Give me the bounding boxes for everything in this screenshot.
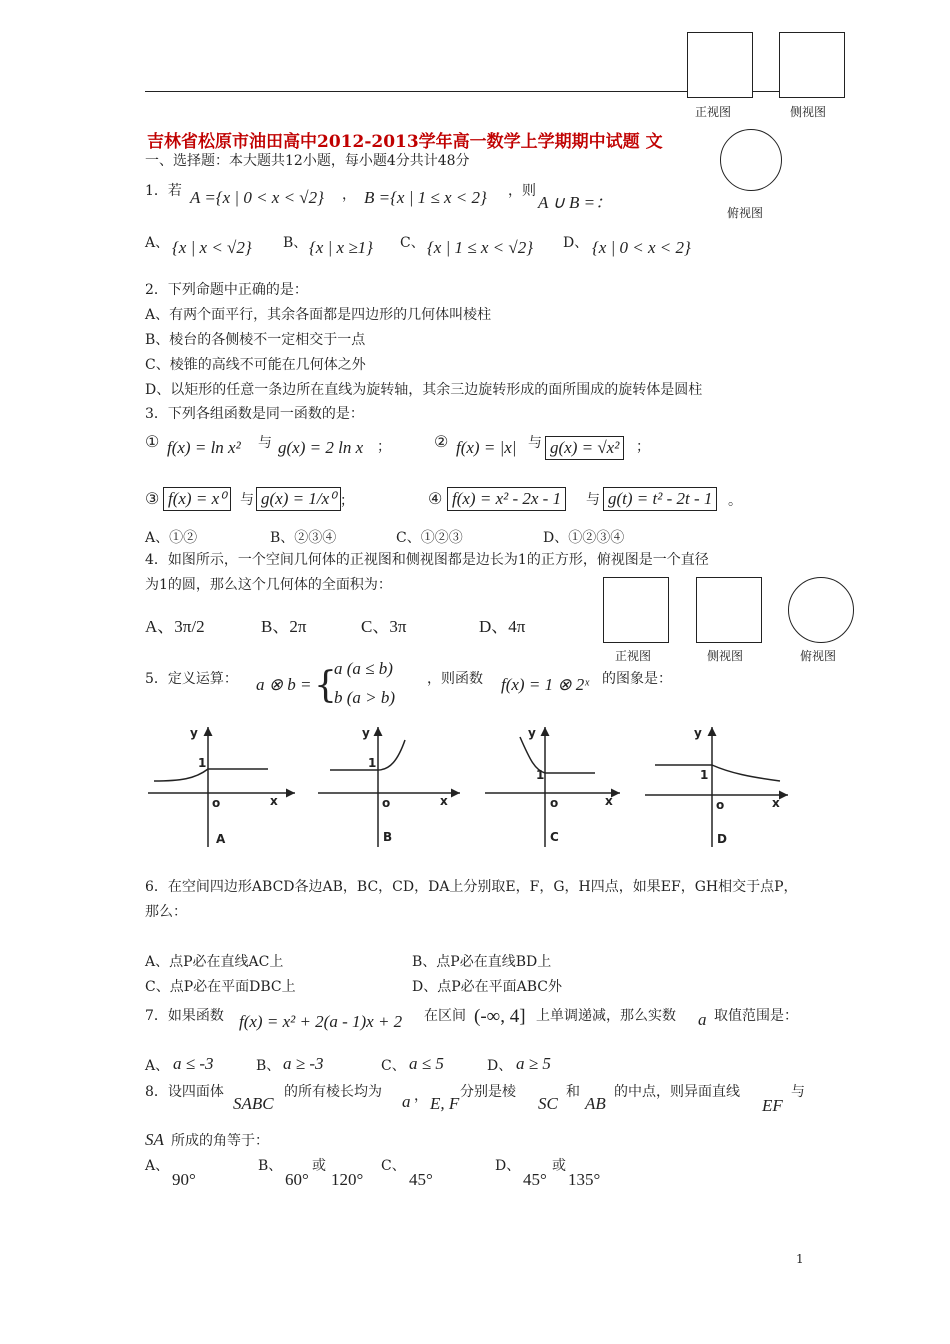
q3-pair3-with: 与 <box>240 492 254 508</box>
q1-stem-label: 1．若 <box>145 183 182 199</box>
q4-option-a: A、3π/2 <box>145 617 205 636</box>
q8-option-b-label: B、 <box>258 1158 283 1174</box>
q3-pair2-g: g(x) = √x² <box>545 436 624 460</box>
graph-b-one: 1 <box>368 756 377 770</box>
q3-pair2-with: 与 <box>528 435 542 451</box>
q7-option-a: a ≤ -3 <box>173 1054 214 1073</box>
q4-option-c: C、3π <box>361 617 407 636</box>
q1-option-b: {x | x ≥1} <box>309 238 373 257</box>
q7-var: a <box>698 1010 707 1029</box>
q8-sa: SA <box>145 1130 164 1149</box>
q1-option-b-label: B、 <box>283 235 308 251</box>
q7-option-d-label: D、 <box>487 1058 513 1074</box>
q3-option-c: C、①②③ <box>396 530 463 546</box>
section-heading: 一、选择题：本大题共12小题，每小题4分共计48分 <box>145 153 470 169</box>
q8-sabc: SABC <box>233 1094 274 1113</box>
q3-option-d: D、①②③④ <box>543 530 625 546</box>
q3-pair1-f: f(x) = ln x² <box>167 438 241 457</box>
q7-mid: 在区间 <box>424 1008 466 1024</box>
q5-def: a ⊗ b = <box>256 675 312 694</box>
graph-d-label: D <box>717 832 727 846</box>
graph-a-y: y <box>190 726 198 740</box>
graph-c-label: C <box>550 830 559 844</box>
q3-option-b: B、②③④ <box>270 530 337 546</box>
q4-side-view-caption: 侧视图 <box>707 649 744 663</box>
q5-graphs <box>140 715 800 855</box>
q3-pair3-end: ； <box>340 493 354 509</box>
q3-pair1-end: ； <box>377 439 391 455</box>
q6-option-b: B、点P必在直线BD上 <box>412 954 552 970</box>
q7-interval: (-∞, 4] <box>474 1006 526 1027</box>
q3-pair4-g: g(t) = t² - 2t - 1 <box>603 487 717 511</box>
q5-brace: { <box>314 665 337 706</box>
q8-sc: SC <box>538 1094 558 1113</box>
side-view-square <box>779 32 845 98</box>
q5-end: 的图象是： <box>602 671 672 687</box>
q3-pair1-with: 与 <box>258 435 272 451</box>
q3-stem: 3．下列各组函数是同一函数的是： <box>145 406 364 422</box>
q4-top-view-caption: 俯视图 <box>800 649 837 663</box>
q3-pair2-num: ② <box>434 432 449 451</box>
q1-option-a: {x | x < √2} <box>172 238 252 257</box>
graph-b-y: y <box>362 726 370 740</box>
q1-sep: ， <box>342 187 356 203</box>
graph-a <box>148 727 295 847</box>
q5-case1: a (a ≤ b) <box>334 659 393 678</box>
page-number: 1 <box>796 1252 804 1266</box>
q1-option-d: {x | 0 < x < 2} <box>592 238 691 257</box>
q4-option-d: D、4π <box>479 617 526 636</box>
graph-c-x: x <box>605 794 613 808</box>
q3-pair1-g: g(x) = 2 ln x <box>278 438 364 457</box>
q3-pair3-num: ③ <box>145 489 160 508</box>
q4-line1: 4．如图所示，一个空间几何体的正视图和侧视图都是边长为1的正方形，俯视图是一个直径 <box>145 552 709 568</box>
q3-pair4-num: ④ <box>428 489 443 508</box>
q3-pair1-num: ① <box>145 432 160 451</box>
q8-option-d-label: D、 <box>495 1158 521 1174</box>
q1-option-d-label: D、 <box>563 235 589 251</box>
graph-b-label: B <box>383 830 393 844</box>
graph-a-label: A <box>216 832 226 846</box>
graph-d-x: x <box>772 796 780 810</box>
graph-a-x: x <box>270 794 278 808</box>
q3-pair4-end: 。 <box>728 493 742 509</box>
q3-pair3-f: f(x) = x⁰ <box>163 487 231 511</box>
q5-case2: b (a > b) <box>334 688 396 707</box>
q3-pair4-f: f(x) = x² - 2x - 1 <box>447 487 566 511</box>
q1-set-a: A ={x | 0 < x < √2} <box>190 188 324 207</box>
q8-mid3: 的中点，则异面直线 <box>614 1084 740 1100</box>
q7-option-c: a ≤ 5 <box>409 1054 444 1073</box>
q2-option-d: D、以矩形的任意一条边所在直线为旋转轴，其余三边旋转形成的面所围成的旋转体是圆柱 <box>145 382 703 398</box>
top-view-caption: 俯视图 <box>727 206 764 220</box>
q8-pre: 8．设四面体 <box>145 1084 224 1100</box>
q7-option-a-label: A、 <box>145 1058 170 1074</box>
graph-b <box>318 727 460 847</box>
q1-set-b: B ={x | 1 ≤ x < 2} <box>364 188 487 207</box>
q4-top-view-circle <box>788 577 854 643</box>
graph-d-one: 1 <box>700 768 709 782</box>
side-view-caption: 侧视图 <box>790 105 827 119</box>
q3-option-a: A、①② <box>145 530 198 546</box>
q4-front-view-caption: 正视图 <box>615 649 652 663</box>
q6-line1: 6．在空间四边形ABCD各边AB，BC，CD，DA上分别取E，F，G，H四点，如果EF，GH相交于点P， <box>145 879 798 895</box>
q7-option-b: a ≥ -3 <box>283 1054 324 1073</box>
graph-a-one: 1 <box>198 756 207 770</box>
q1-question: A ∪ B =： <box>538 193 613 212</box>
graph-d-o: o <box>716 798 725 812</box>
q6-option-c: C、点P必在平面DBC上 <box>145 979 296 995</box>
front-view-caption: 正视图 <box>695 105 732 119</box>
graph-d-y: y <box>694 726 702 740</box>
q5-stem: 5．定义运算： <box>145 671 238 687</box>
q2-option-b: B、棱台的各侧棱不一定相交于一点 <box>145 332 366 348</box>
q8-option-a-label: A、 <box>145 1158 170 1174</box>
q8-mid1: 的所有棱长均为 <box>284 1084 382 1100</box>
front-view-square <box>687 32 753 98</box>
q8-comma: ， <box>414 1088 428 1104</box>
q1-option-c-label: C、 <box>400 235 425 251</box>
q4-front-view-square <box>603 577 669 643</box>
q8-option-c: 45° <box>409 1170 433 1189</box>
top-view-circle <box>720 129 782 191</box>
q8-ef: E, F <box>430 1094 460 1113</box>
q3-pair2-f: f(x) = |x| <box>456 438 517 457</box>
q2-stem: 2．下列命题中正确的是： <box>145 282 308 298</box>
q1-then: ，则 <box>508 183 536 199</box>
q2-option-c: C、棱锥的高线不可能在几何体之外 <box>145 357 366 373</box>
q8-option-d: 45° <box>523 1170 547 1189</box>
q8-option-b: 60° <box>285 1170 309 1189</box>
graph-b-x: x <box>440 794 448 808</box>
q7-option-b-label: B、 <box>256 1058 281 1074</box>
q6-option-d: D、点P必在平面ABC外 <box>412 979 563 995</box>
q7-func: f(x) = x² + 2(a - 1)x + 2 <box>239 1012 403 1031</box>
q8-option-d-or: 或 <box>552 1158 566 1174</box>
q8-ab: AB <box>585 1094 606 1113</box>
q6-option-a: A、点P必在直线AC上 <box>145 954 284 970</box>
graph-d <box>645 727 788 847</box>
q8-option-b-or: 或 <box>312 1158 326 1174</box>
q4-side-view-square <box>696 577 762 643</box>
q2-option-a: A、有两个面平行，其余各面都是四边形的几何体叫棱柱 <box>145 307 492 323</box>
q3-pair4-with: 与 <box>586 492 600 508</box>
q3-pair3-g: g(x) = 1/x⁰ <box>256 487 341 511</box>
graph-c <box>485 727 620 847</box>
graph-b-o: o <box>382 796 391 810</box>
q7-pre: 7．如果函数 <box>145 1008 224 1024</box>
q7-end: 上单调递减，那么实数 <box>536 1008 676 1024</box>
q8-tail: 所成的角等于： <box>171 1133 269 1149</box>
q1-option-a-label: A、 <box>145 235 170 251</box>
q8-mid2: 分别是棱 <box>460 1084 516 1100</box>
q8-a: a <box>402 1092 411 1111</box>
q7-option-d: a ≥ 5 <box>516 1054 551 1073</box>
q6-line2: 那么： <box>145 904 187 920</box>
graph-c-o: o <box>550 796 559 810</box>
q8-option-d-2: 135° <box>568 1170 601 1189</box>
q8-option-b-2: 120° <box>331 1170 364 1189</box>
q7-tail: 取值范围是： <box>714 1008 798 1024</box>
graph-c-y: y <box>528 726 536 740</box>
q8-option-a: 90° <box>172 1170 196 1189</box>
q5-mid: ，则函数 <box>427 671 483 687</box>
q4-option-b: B、2π <box>261 617 307 636</box>
q8-and: 和 <box>566 1084 580 1100</box>
q8-option-c-label: C、 <box>381 1158 406 1174</box>
graph-a-o: o <box>212 796 221 810</box>
q8-efl: EF <box>762 1096 783 1115</box>
q3-pair2-end: ； <box>636 439 650 455</box>
q4-line2: 为1的圆，那么这个几何体的全面积为： <box>145 577 392 593</box>
q8-with: 与 <box>791 1084 805 1100</box>
page-title: 吉林省松原市油田高中2012-2013学年高一数学上学期期中试题 文 <box>147 132 663 152</box>
q5-func: f(x) = 1 ⊗ 2ˣ <box>501 675 590 694</box>
q7-option-c-label: C、 <box>381 1058 406 1074</box>
graph-c-one: 1 <box>536 768 545 782</box>
q1-option-c: {x | 1 ≤ x < √2} <box>427 238 533 257</box>
